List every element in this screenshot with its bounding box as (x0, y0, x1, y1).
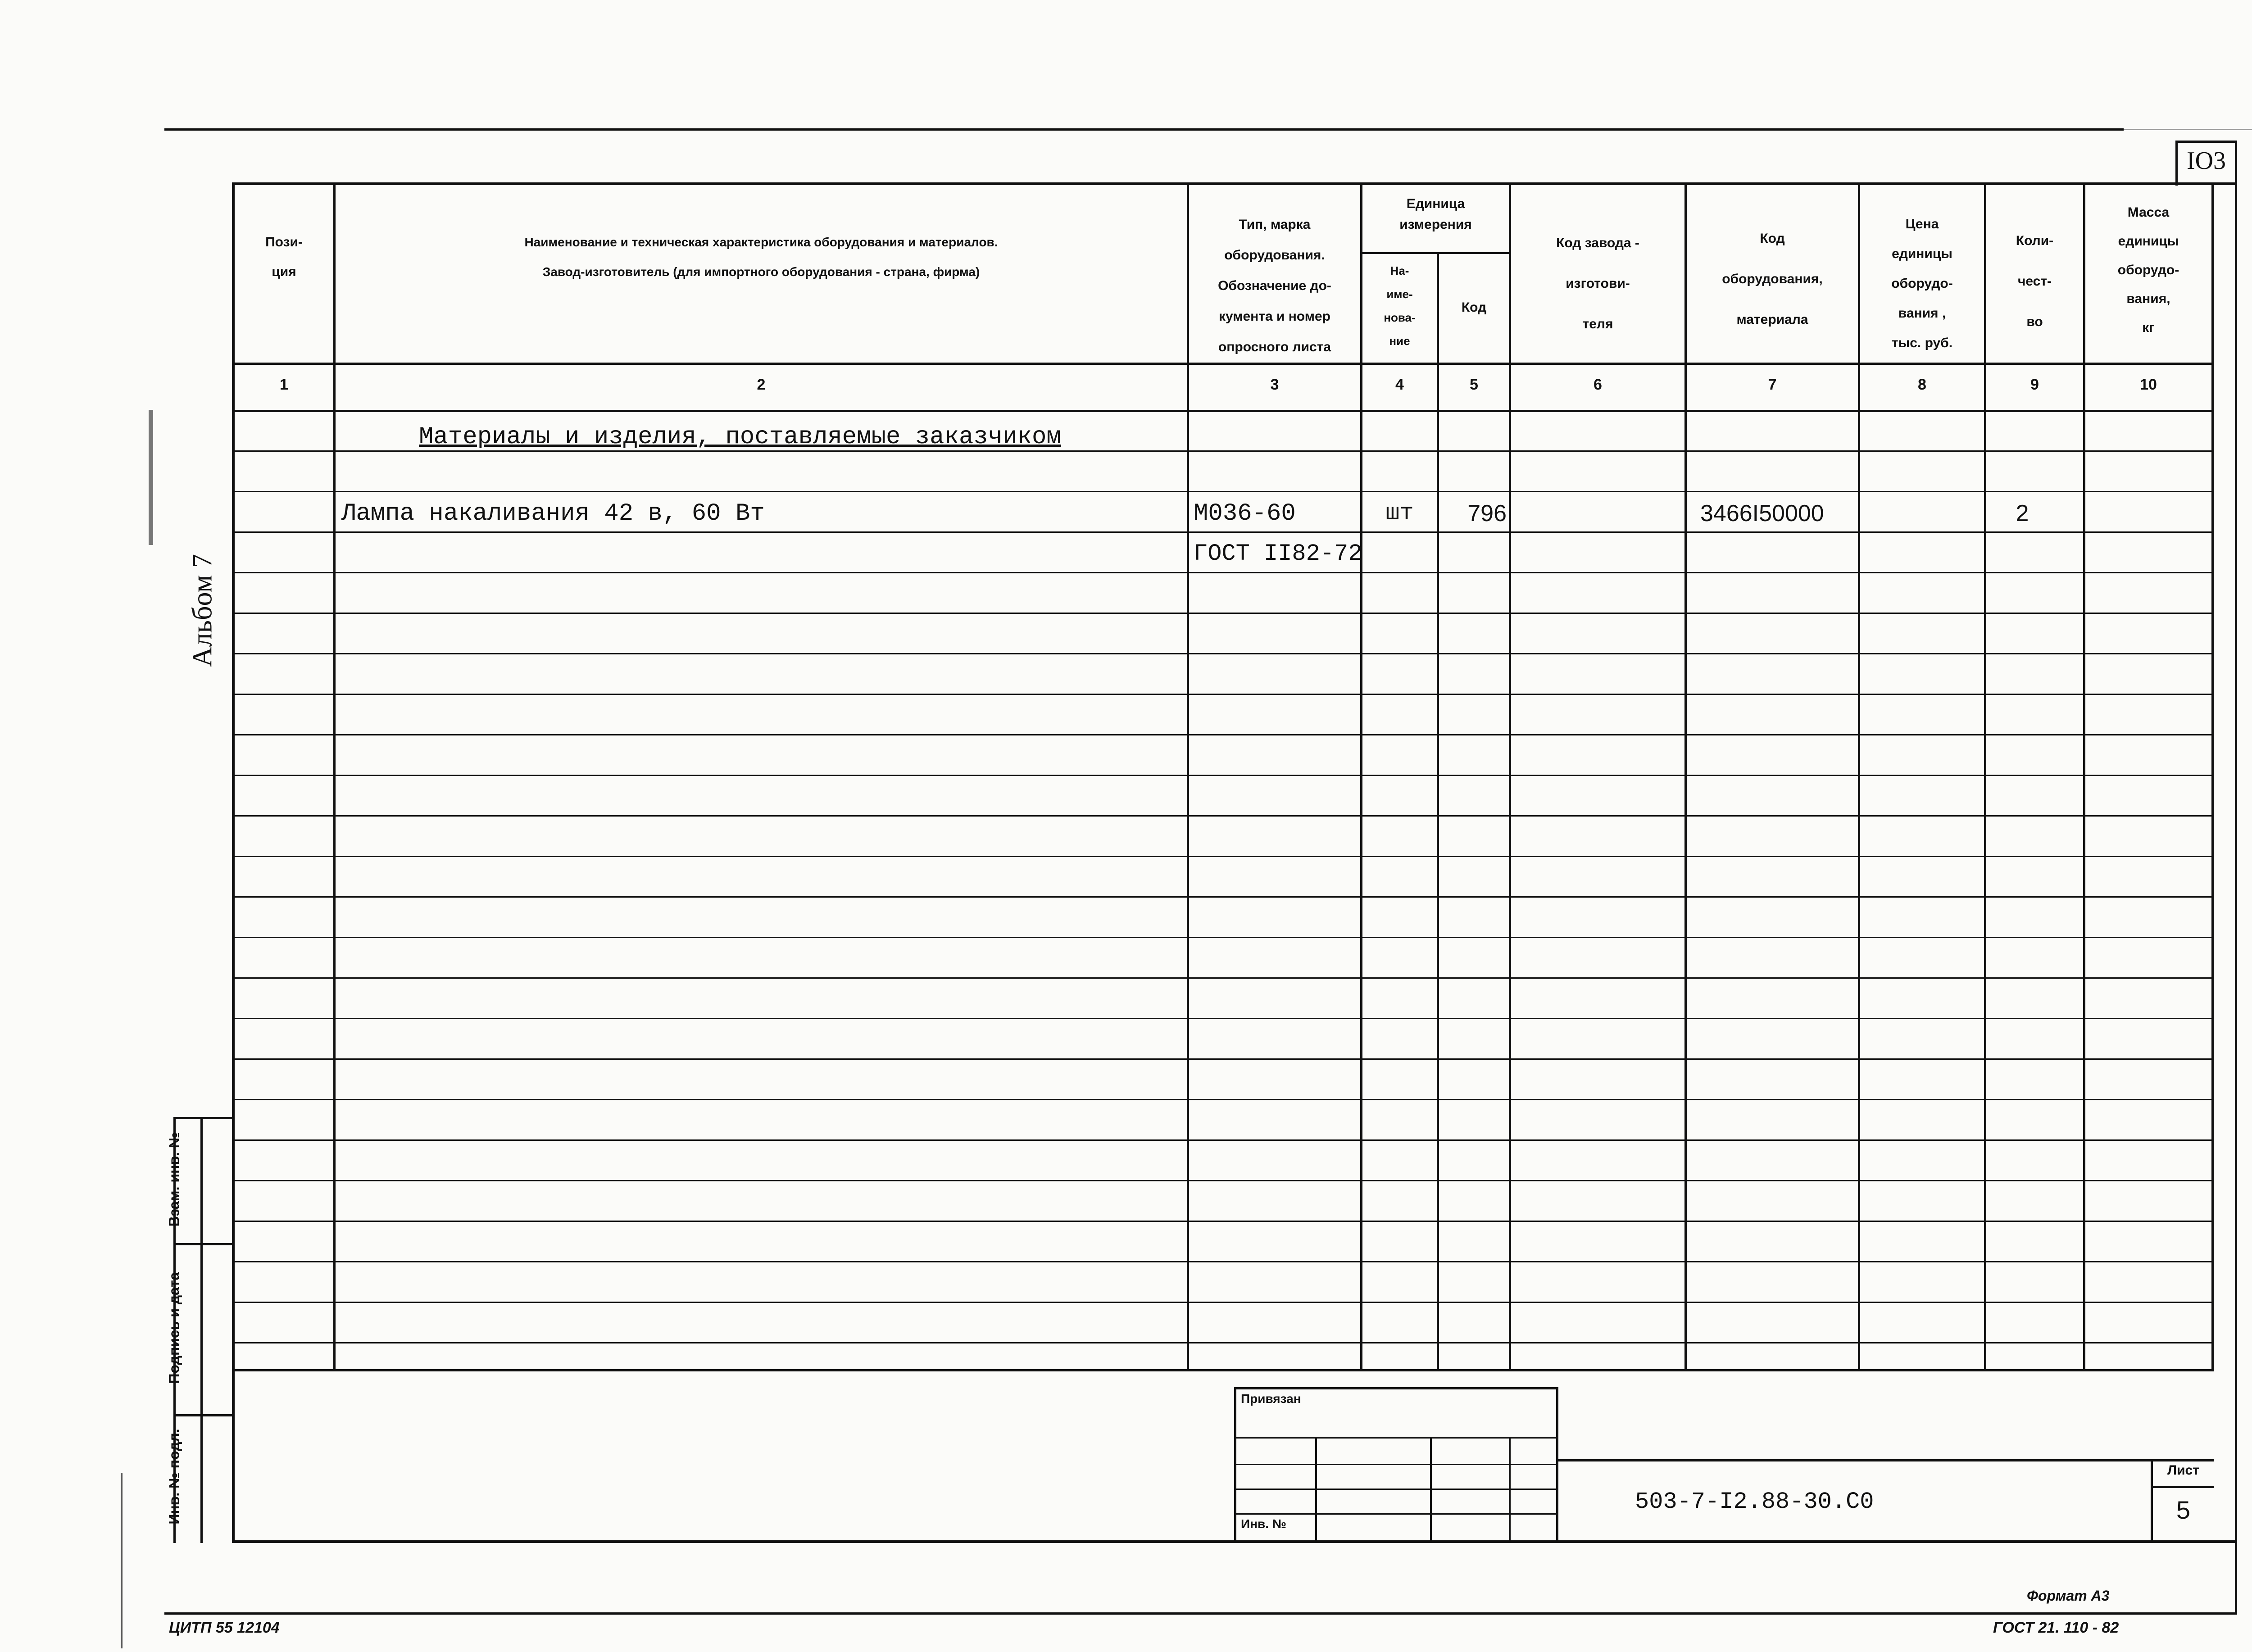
header-type-line1: Тип, марка (1239, 217, 1311, 232)
header-unit-line1: Единица (1406, 196, 1465, 211)
table-body-bottom (232, 1369, 2214, 1371)
header-unit-name-line2: име- (1386, 287, 1413, 301)
bottom-border (164, 1612, 2236, 1615)
header-type-line5: опросного листа (1218, 340, 1331, 354)
header-qty-line3: во (2026, 314, 2043, 329)
header-unit-name-line1: На- (1390, 264, 1409, 277)
header-name-line1: Наименование и техническая характеристика оборудования и материалов. (524, 235, 998, 249)
table-row-line (232, 653, 2214, 654)
header-unit-name-line4: ние (1389, 334, 1410, 348)
top-border (164, 128, 2124, 131)
item-unit-code: 796 (1467, 500, 1507, 526)
table-row-line (232, 734, 2214, 735)
table-row-line (232, 1180, 2214, 1181)
table-row-line (232, 1221, 2214, 1222)
footer-format: Формат А3 (2027, 1588, 2110, 1604)
doc-code: 503-7-I2.88-30.C0 (1635, 1489, 1874, 1515)
header-price-line3: оборудо- (1891, 276, 1953, 291)
col-number-9: 9 (2030, 376, 2039, 393)
header-mass-line4: вания, (2126, 291, 2170, 306)
table-row-line (232, 1302, 2214, 1303)
binding-mark (149, 410, 153, 545)
table-row-line (232, 531, 2214, 533)
table-row-line (232, 694, 2214, 695)
header-position-line2: ция (272, 264, 296, 279)
header-qty-line1: Коли- (2016, 233, 2054, 248)
col-number-8: 8 (1918, 376, 1926, 393)
header-price-line1: Цена (1905, 217, 1939, 231)
header-unit-code: Код (1461, 300, 1487, 315)
item-material-code: 3466I50000 (1700, 500, 1824, 526)
col-number-10: 10 (2140, 376, 2157, 393)
sheet-label: Лист (2167, 1463, 2199, 1478)
header-equipment-code-line1: Код (1760, 231, 1785, 246)
table-row-line (232, 1099, 2214, 1100)
header-equipment-code-line3: материала (1736, 312, 1808, 327)
item-doc: ГОСТ II82-72 (1194, 540, 1362, 567)
table-row-line (232, 1058, 2214, 1060)
header-mass-line1: Масса (2127, 205, 2170, 220)
col-number-1: 1 (280, 376, 288, 393)
header-unit-name-line3: нова- (1384, 311, 1416, 324)
header-qty-line2: чест- (2017, 274, 2052, 289)
header-mass-line3: оборудо- (2117, 263, 2179, 277)
footer-printer: ЦИТП 55 12104 (169, 1619, 280, 1636)
album-label: Альбом 7 (187, 554, 218, 667)
col-number-2: 2 (757, 376, 766, 393)
col-number-6: 6 (1594, 376, 1602, 393)
footer-standard: ГОСТ 21. 110 - 82 (1993, 1619, 2119, 1636)
header-mass-line5: кг (2142, 320, 2155, 335)
table-row-line (232, 1342, 2214, 1343)
item-name: Лампа накаливания 42 в, 60 Вт (341, 500, 765, 527)
header-maker-code-line3: теля (1582, 317, 1613, 331)
table-row-line (232, 491, 2214, 492)
table-row-line (232, 977, 2214, 979)
table-row-line (232, 1018, 2214, 1019)
header-type-line4: кумента и номер (1218, 309, 1331, 324)
table-row-line (232, 775, 2214, 776)
header-unit-line2: измерения (1399, 217, 1472, 232)
table-row-line (232, 896, 2214, 898)
header-type-line2: оборудования. (1224, 248, 1325, 263)
header-type-line3: Обозначение до- (1218, 278, 1331, 293)
sheet-number: 5 (2176, 1496, 2191, 1524)
table-row-line (232, 572, 2214, 573)
table-row-line (232, 1139, 2214, 1141)
stamp-signature-date: Подпись и дата (166, 1272, 182, 1384)
item-qty: 2 (2016, 500, 2029, 526)
section-title: Материалы и изделия, поставляемые заказчиком (419, 423, 1061, 451)
table-row-line (232, 937, 2214, 938)
header-mass-line2: единицы (2118, 234, 2179, 249)
stamp-inv-original: Инв. № подл. (166, 1429, 182, 1525)
table-row-line (232, 856, 2214, 857)
col-number-5: 5 (1470, 376, 1478, 393)
header-price-line2: единицы (1892, 246, 1952, 261)
table-top (232, 182, 2236, 185)
header-equipment-code-line2: оборудования, (1722, 272, 1823, 286)
header-maker-code-line1: Код завода - (1556, 236, 1639, 250)
top-border-faint (2124, 129, 2252, 130)
header-name-line2: Завод-изготовитель (для импортного оборудования - страна, фирма) (542, 265, 980, 279)
item-unit: шт (1385, 500, 1414, 526)
header-price-line5: тыс. руб. (1891, 336, 1953, 350)
header-price-line4: вания , (1898, 306, 1946, 321)
table-row-line (232, 815, 2214, 817)
table-row-line (232, 613, 2214, 614)
stamp-inv-replace: Взам. инв. № (166, 1132, 182, 1227)
col-number-4: 4 (1395, 376, 1404, 393)
header-maker-code-line2: изготови- (1566, 276, 1630, 291)
item-type: М036-60 (1194, 500, 1296, 527)
table-row-line (232, 1261, 2214, 1262)
col-number-3: 3 (1270, 376, 1279, 393)
page-number: IO3 (2186, 147, 2226, 175)
title-attached: Привязан (1241, 1392, 1301, 1406)
col-number-7: 7 (1768, 376, 1777, 393)
title-inv-no: Инв. № (1241, 1517, 1287, 1531)
header-position-line1: Пози- (265, 235, 303, 250)
